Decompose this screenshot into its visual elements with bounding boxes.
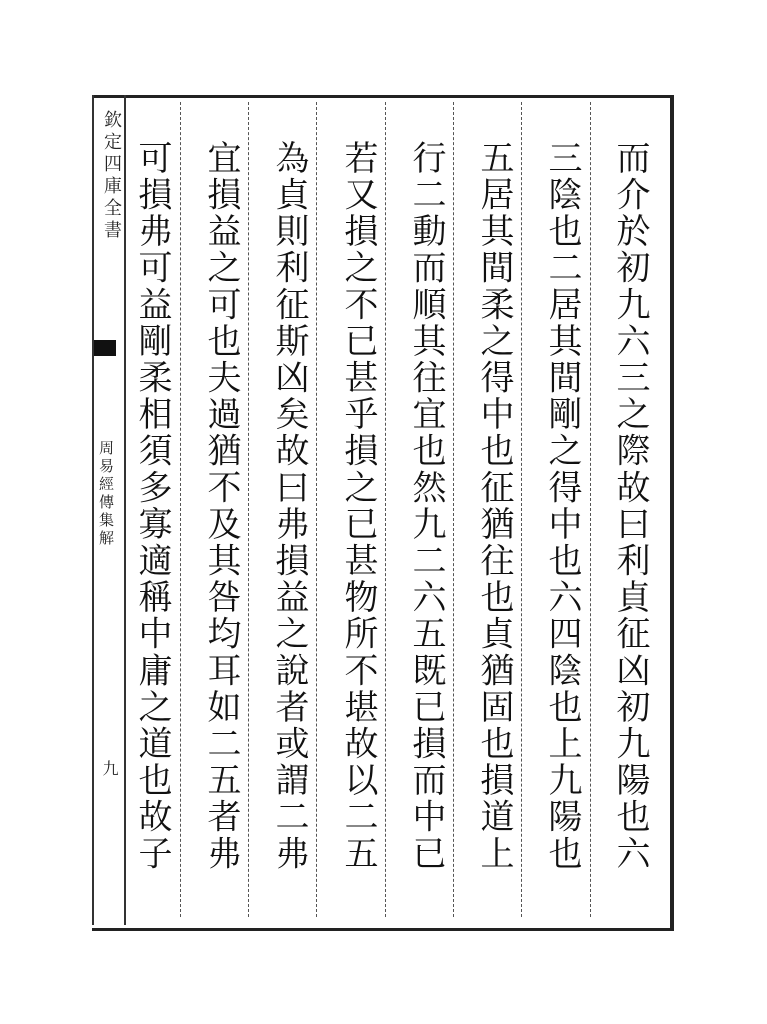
text-column-5: 若又損之不已甚乎損之已甚物所不堪故以二五: [338, 140, 378, 872]
column-rule: [180, 102, 181, 917]
page-number: 九: [100, 760, 119, 780]
book-header: 欽定四庫全書: [101, 110, 122, 242]
text-column-3: 五居其間柔之得中也征猶往也貞猶固也損道上: [474, 140, 514, 872]
column-rule: [316, 102, 317, 917]
text-column-2: 三陰也二居其間剛之得中也六四陰也上九陽也: [542, 140, 582, 872]
fishtail-marker: [94, 340, 116, 356]
text-column-6: 為貞則利征斯凶矣故曰弗損益之說者或謂二弗: [269, 140, 309, 872]
text-column-8: 可損弗可益剛柔相須多寡適稱中庸之道也故子: [132, 140, 172, 872]
text-column-4: 行二動而順其往宜也然九二六五既已損而中已: [406, 140, 446, 872]
column-rule: [453, 102, 454, 917]
text-column-1: 而介於初九六三之際故曰利貞征凶初九陽也六: [610, 140, 650, 872]
column-rule: [385, 102, 386, 917]
column-rule: [590, 102, 591, 917]
text-column-7: 宜損益之可也夫過猶不及其咎均耳如二五者弗: [201, 140, 241, 872]
column-rule: [248, 102, 249, 917]
column-rule: [521, 102, 522, 917]
book-title: 周易經傳集解: [97, 440, 115, 548]
